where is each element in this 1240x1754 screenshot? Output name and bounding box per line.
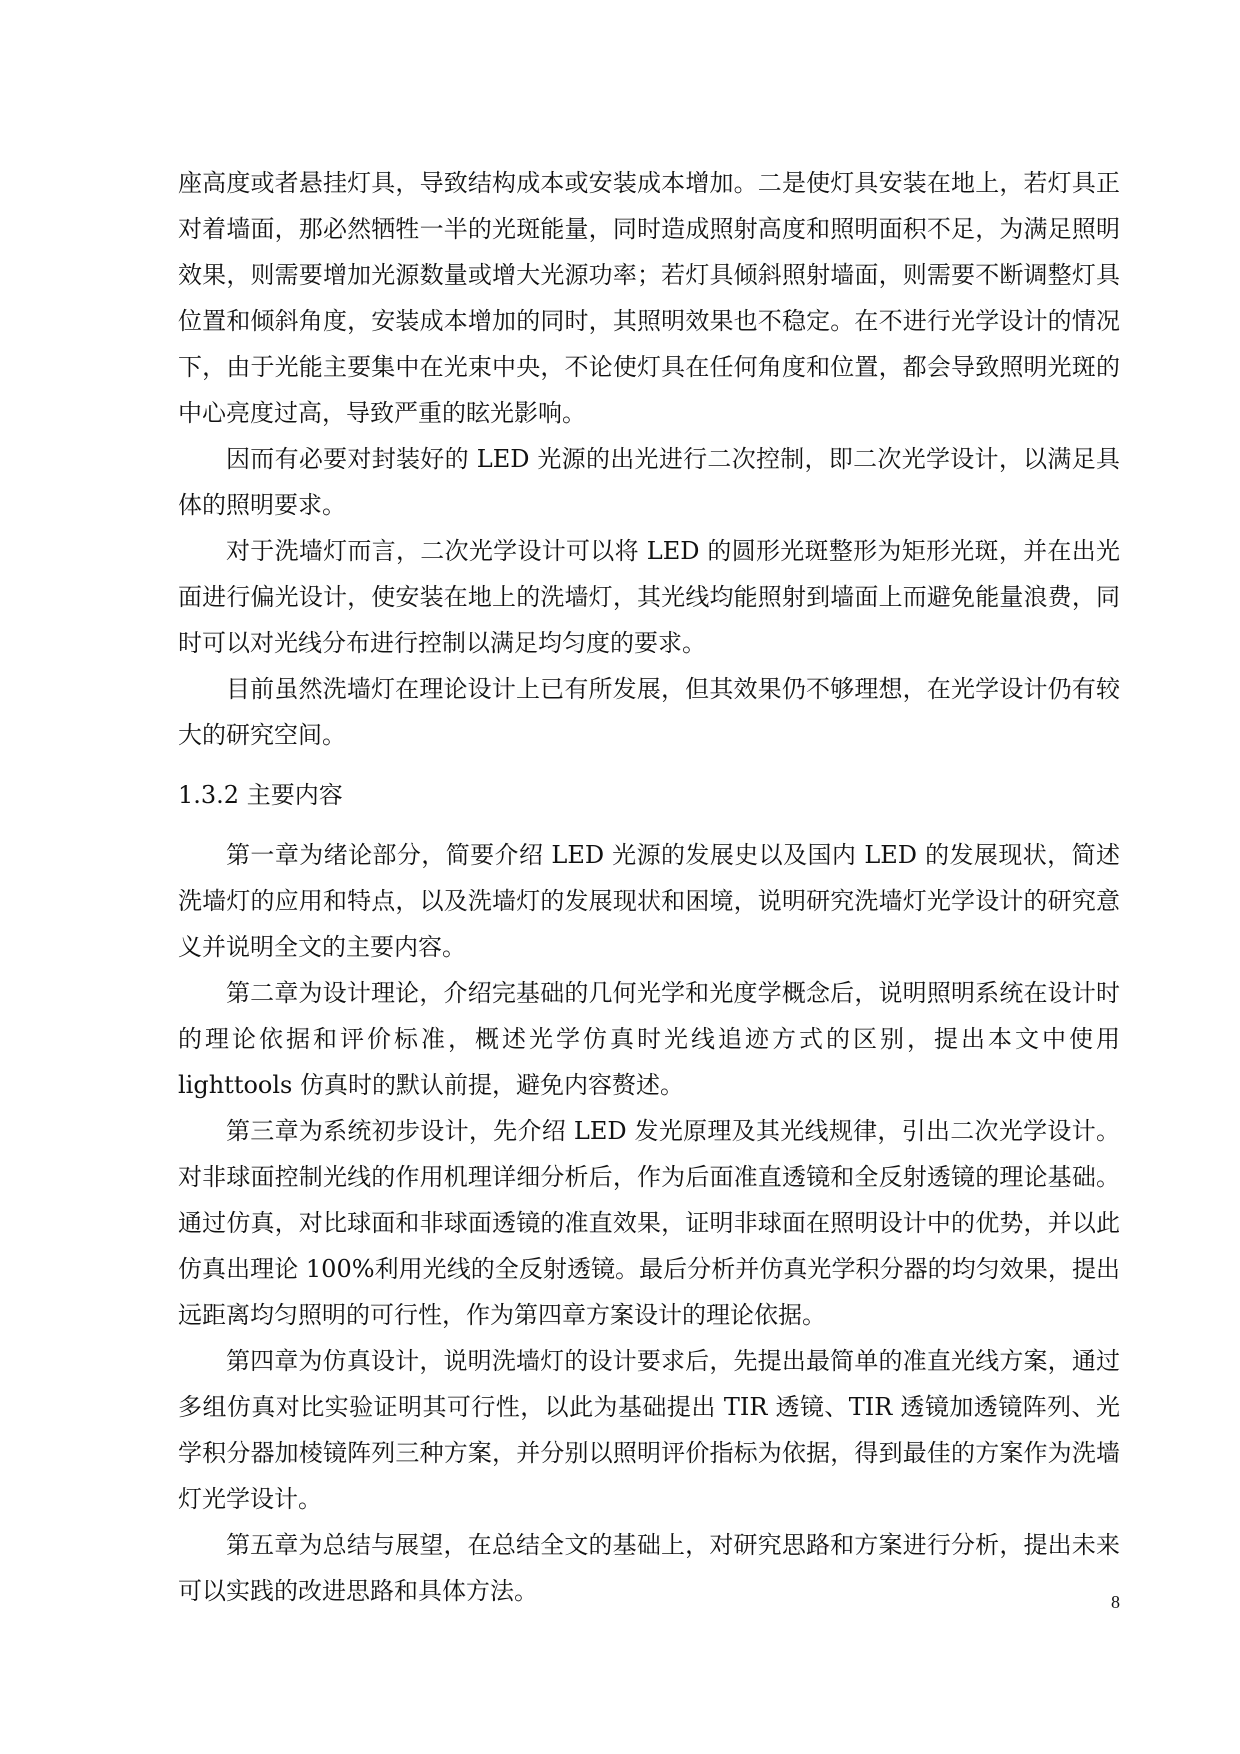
paragraph: 对于洗墙灯而言，二次光学设计可以将 LED 的圆形光斑整形为矩形光斑，并在出光面进行偏光设计，使安装在地上的洗墙灯，其光线均能照射到墙面上而避免能量浪费，同时可以对光线分布进行控制以满足均匀度的要求。 (178, 537, 1120, 657)
body-text (178, 160, 1120, 1614)
paragraph: 目前虽然洗墙灯在理论设计上已有所发展，但其效果仍不够理想，在光学设计仍有较大的研究空间。 (178, 675, 1120, 749)
paragraph: 第五章为总结与展望，在总结全文的基础上，对研究思路和方案进行分析，提出未来可以实践的改进思路和具体方法。 (178, 1531, 1120, 1605)
paragraph: 第一章为绪论部分，简要介绍 LED 光源的发展史以及国内 LED 的发展现状，简述洗墙灯的应用和特点，以及洗墙灯的发展现状和困境，说明研究洗墙灯光学设计的研究意义并说明全文的主要内容。 (178, 841, 1120, 961)
paragraph-continued: 座高度或者悬挂灯具，导致结构成本或安装成本增加。二是使灯具安装在地上，若灯具正对着墙面，那必然牺牲一半的光斑能量，同时造成照射高度和照明面积不足，为满足照明效果，则需要增加光源数量或增大光源功率；若灯具倾斜照射墙面，则需要不断调整灯具位置和倾斜角度，安装成本增加的同时，其照明效果也不稳定。在不进行光学设计的情况下，由于光能主要集中在光束中央，不论使灯具在任何角度和位置，都会导致照明光斑的中心亮度过高，导致严重的眩光影响。 (178, 169, 1120, 427)
paragraph: 第三章为系统初步设计，先介绍 LED 发光原理及其光线规律，引出二次光学设计。对非球面控制光线的作用机理详细分析后，作为后面准直透镜和全反射透镜的理论基础。通过仿真，对比球面和非球面透镜的准直效果，证明非球面在照明设计中的优势，并以此仿真出理论 100%利用光线的全反射透镜。最后分析并仿真光学积分器的均匀效果，提出远距离均匀照明的可行性，作为第四章方案设计的理论依据。 (178, 1117, 1120, 1329)
page-number: 8 (1111, 1592, 1120, 1612)
paragraph: 第四章为仿真设计，说明洗墙灯的设计要求后，先提出最简单的准直光线方案，通过多组仿真对比实验证明其可行性，以此为基础提出 TIR 透镜、TIR 透镜加透镜阵列、光学积分器加棱镜阵列三种方案，并分别以照明评价指标为依据，得到最佳的方案作为洗墙灯光学设计。 (178, 1347, 1120, 1513)
paragraph: 第二章为设计理论，介绍完基础的几何光学和光度学概念后，说明照明系统在设计时的理论依据和评价标准，概述光学仿真时光线追迹方式的区别，提出本文中使用 lighttools 仿真时的默认前提，避免内容赘述。 (178, 979, 1120, 1099)
section-heading: 1.3.2 主要内容 (178, 781, 343, 809)
paragraph: 因而有必要对封装好的 LED 光源的出光进行二次控制，即二次光学设计，以满足具体的照明要求。 (178, 445, 1120, 519)
